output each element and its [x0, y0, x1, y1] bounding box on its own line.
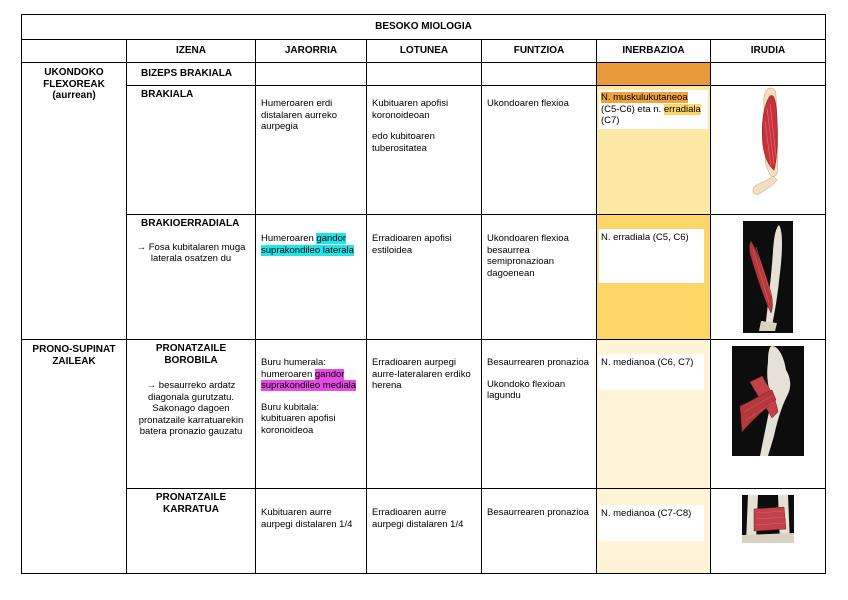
- origin-cell: Buru humerala: humeroaren gandor suprakondileo mediala Buru kubitala: kubituaren apofisi koronoideoa: [256, 340, 367, 489]
- nerve-cell: [597, 86, 711, 215]
- muscle-name: BIZEPS BRAKIALA: [127, 63, 256, 86]
- nerve-text: N. muskulukutaneoa (C5-C6) eta n. erradiala (C7): [599, 90, 708, 129]
- nerve-cell: [597, 489, 711, 574]
- function-cell: Ukondoaren flexioa: [482, 86, 597, 215]
- header-lotunea: LOTUNEA: [367, 40, 482, 63]
- nerve-text: N. erradiala (C5, C6): [599, 229, 704, 283]
- header-funtzioa: FUNTZIOA: [482, 40, 597, 63]
- nerve-cell: [597, 63, 711, 86]
- nerve-text: N. medianoa (C7-C8): [599, 505, 704, 541]
- table-row: [22, 340, 826, 489]
- header-irudia: IRUDIA: [711, 40, 826, 63]
- header-jatorria: JARORRIA: [256, 40, 367, 63]
- nerve-cell: [597, 215, 711, 340]
- group-label: UKONDOKO FLEXOREAK (aurrean): [22, 63, 127, 340]
- header-row: [22, 40, 826, 63]
- origin-cell: Humeroaren erdi distalaren aurreko aurpegia: [256, 86, 367, 215]
- muscle-name: BRAKIALA: [127, 86, 256, 215]
- image-cell: [711, 215, 826, 340]
- image-cell: [711, 86, 826, 215]
- insertion-cell: Erradioaren aurre aurpegi distalaren 1/4: [367, 489, 482, 574]
- table-row: [22, 86, 826, 215]
- table-row: [22, 215, 826, 340]
- muscle-name-cell: PRONATZAILE BOROBILA → besaurreko ardatz diagonala gurutzatu. Sakonago dagoen pronatzaile karratuarekin batera pronazio gauzatu: [127, 340, 256, 489]
- elbow-muscle-illustration: [732, 346, 804, 456]
- arm-muscle-illustration: [743, 86, 793, 201]
- origin-cell: Humeroaren gandor suprakondileo laterala: [256, 215, 367, 340]
- insertion-cell: Erradioaren apofisi estiloidea: [367, 215, 482, 340]
- muscle-note: → besaurreko ardatz diagonala gurutzatu. Sakonago dagoen pronatzaile karratuarekin batera pronazio gauzatu: [138, 380, 244, 437]
- insertion-cell: Erradioaren aurpegi aurre-lateralaren erdiko herena: [367, 340, 482, 489]
- nerve-text: N. medianoa (C6, C7): [599, 354, 704, 390]
- image-cell: [711, 489, 826, 574]
- wrist-muscle-illustration: [742, 495, 794, 543]
- muscle-name-cell: BRAKIOERRADIALA → Fosa kubitalaren muga laterala osatzen du: [127, 215, 256, 340]
- origin-cell: Kubituaren aurre aurpegi distalaren 1/4: [256, 489, 367, 574]
- header-izena: IZENA: [127, 40, 256, 63]
- header-inerbazioa: INERBAZIOA: [597, 40, 711, 63]
- forearm-muscle-illustration: [743, 221, 793, 333]
- table-row: [22, 489, 826, 574]
- muscle-name: PRONATZAILE KARRATUA: [127, 489, 256, 574]
- insertion-cell: Kubituaren apofisi koronoideoan edo kubitoaren tuberositatea: [367, 86, 482, 215]
- function-cell: Ukondoaren flexioa besaurrea semipronazioan dagoenean: [482, 215, 597, 340]
- image-cell: [711, 340, 826, 489]
- function-cell: Besaurrearen pronazioa: [482, 489, 597, 574]
- table-row: [22, 63, 826, 86]
- nerve-cell: [597, 340, 711, 489]
- function-cell: Besaurrearen pronazioa Ukondoko flexioan lagundu: [482, 340, 597, 489]
- table-title: BESOKO MIOLOGIA: [22, 15, 826, 40]
- muscle-note: → Fosa kubitalaren muga laterala osatzen du: [136, 241, 246, 264]
- miology-table: [21, 14, 826, 574]
- group-label: PRONO-SUPINAT ZAILEAK: [22, 340, 127, 574]
